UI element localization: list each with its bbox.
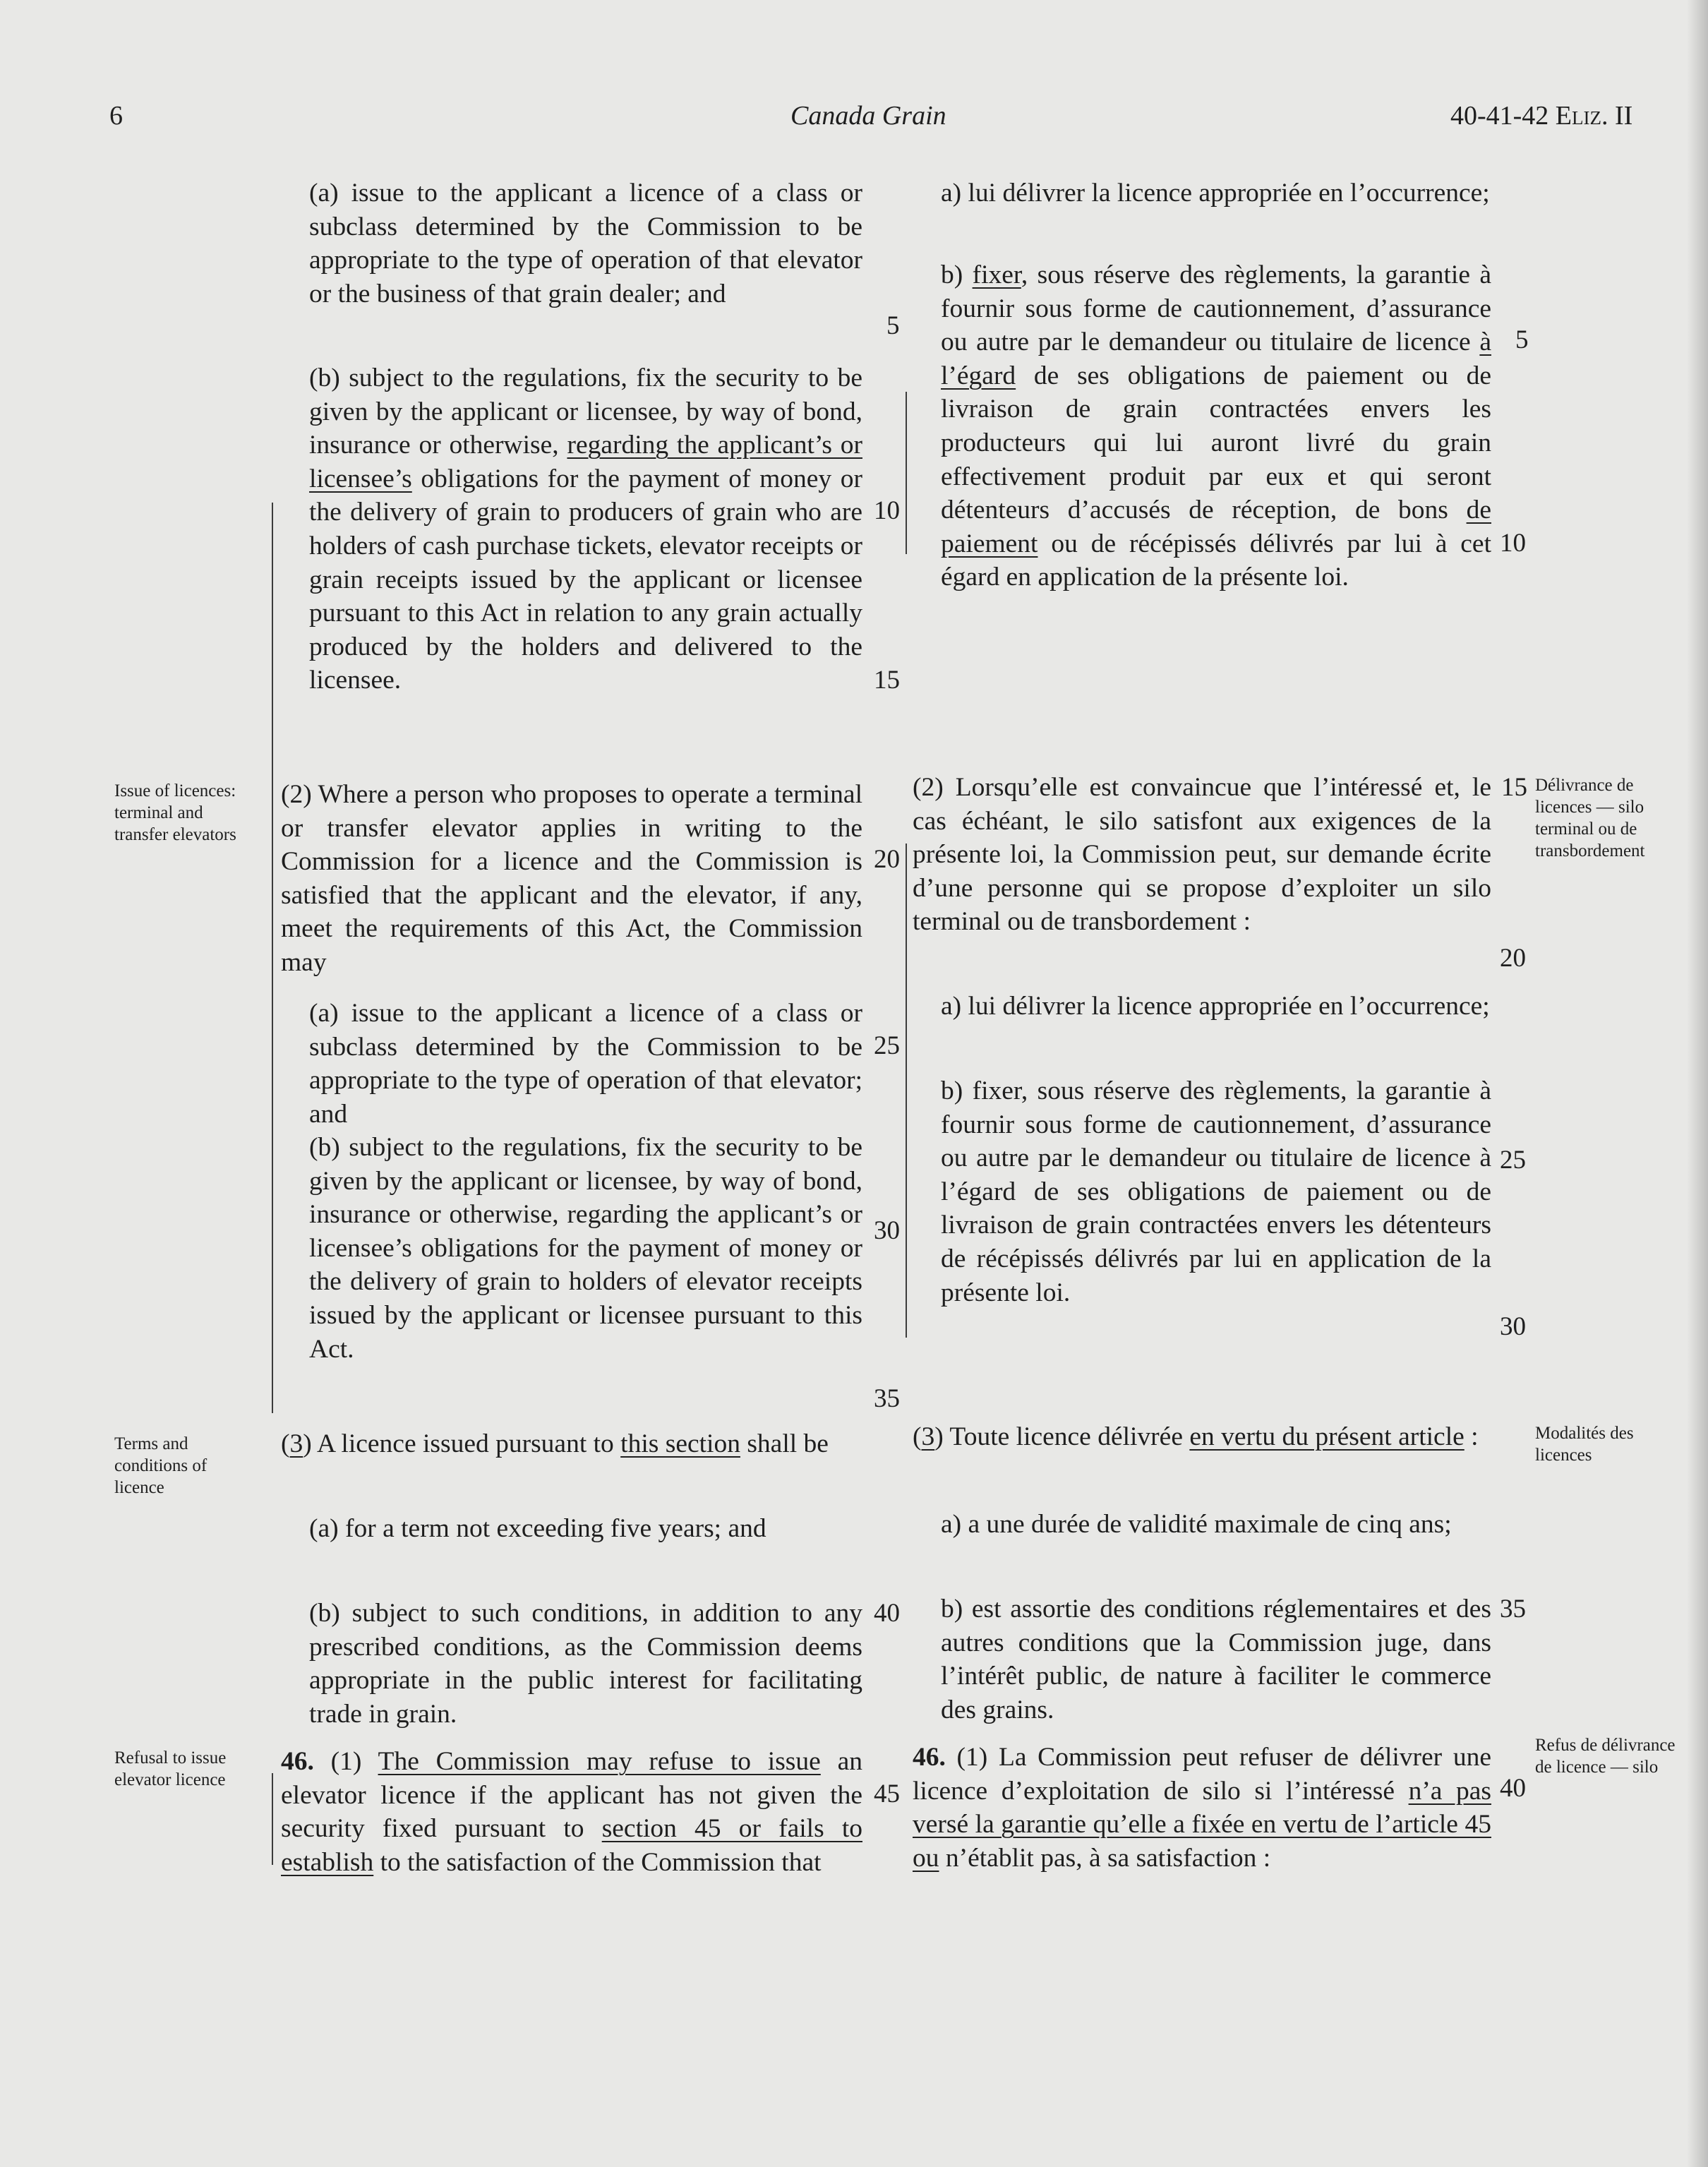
fr-text-46-amended: n’a pas versé la garantie qu’elle a fixée en vertu de l’article 45 ou (913, 1776, 1491, 1873)
fr-text-3-number: 3 (921, 1422, 935, 1451)
fr-text-2a: a) lui délivrer la licence appropriée en l’occurrence; (941, 992, 1490, 1021)
en-paragraph-3 (281, 1427, 862, 1461)
fr-line-number-10: 10 (1500, 529, 1526, 558)
en-section-46 (281, 1745, 862, 1879)
fr-paragraph-1a (941, 176, 1491, 210)
fr-text-3-mid: ) Toute licence délivrée (934, 1422, 1190, 1451)
margin-note-terms-and-conditions: Terms and conditions of licence (114, 1434, 208, 1497)
margin-note-refus-de-delivrance: Refus de délivrance de licence — silo (1535, 1736, 1676, 1777)
fr-paragraph-3 (913, 1420, 1491, 1454)
en-text-3-mid: ) A licence issued pursuant to (303, 1429, 621, 1458)
change-bar-french-2 (906, 844, 907, 1338)
en-line-number-30: 30 (874, 1216, 900, 1245)
en-text-3-end: shall be (740, 1429, 829, 1458)
fr-line-number-30: 30 (1500, 1312, 1526, 1341)
fr-text-3a: a) a une durée de validité maximale de cinq ans; (941, 1510, 1452, 1539)
en-text-1a: (a) issue to the applicant a licence of a class or subclass determined by the Commission to be appropriate to the type of operation of that elevator or the business of that grain dealer; and (309, 179, 862, 308)
fr-text-3-open: ( (913, 1422, 922, 1451)
fr-paragraph-3a (941, 1508, 1491, 1542)
en-paragraph-3a (309, 1512, 862, 1546)
fr-text-1b-mid: de ses obligations de paiement ou de livraison de grain contractées envers les producteurs qui lui auront livré du grain effectivement produit par eux et qui seront détenteurs d’accusés de réception, de bons (941, 361, 1491, 525)
fr-text-3-amended: en vertu du présent article (1189, 1422, 1465, 1451)
fr-section-46-number: 46. (913, 1743, 946, 1772)
en-text-3b: (b) subject to such conditions, in addition to any prescribed conditions, as the Commission deems appropriate in the public interest for facilitating trade in grain. (309, 1599, 862, 1729)
en-paragraph-2 (281, 778, 862, 980)
en-paragraph-1b (309, 361, 862, 697)
fr-paragraph-2b (941, 1074, 1491, 1309)
fr-text-1b-label: b) (941, 260, 973, 289)
page-edge-shadow (1687, 0, 1708, 2167)
en-text-3a: (a) for a term not exceeding five years; and (309, 1514, 766, 1543)
en-text-1b-end: obligations for the payment of money or the delivery of grain to producers of grain who are holders of cash purchase tickets, elevator receipts or grain receipts issued by the applicant or licensee pursuant to this Act in relation to any grain actually produced by the holders and delivered to the licensee. (309, 464, 862, 695)
en-line-number-40: 40 (874, 1599, 900, 1628)
en-text-1b-start: (b) subject to the regulations, fix the security to be given by the applicant or licensee, by way of bond, insurance or otherwise, (309, 364, 862, 460)
fr-text-1b-amended-1: fixer (972, 260, 1021, 289)
change-bar-french-1 (906, 392, 907, 554)
en-section-46-number: 46. (281, 1747, 314, 1776)
en-line-number-10: 10 (874, 496, 900, 525)
fr-paragraph-3b (941, 1592, 1491, 1727)
en-text-46-amended-2: section 45 or fails to establish (281, 1814, 862, 1877)
en-line-number-45: 45 (874, 1779, 900, 1808)
fr-text-1b-start: , sous réserve des règlements, la garantie à fournir sous forme de cautionnement, d’assurance ou autre par le demandeur ou titulaire de licence (941, 260, 1491, 357)
fr-text-3-end: : (1464, 1422, 1479, 1451)
en-paragraph-3b (309, 1597, 862, 1731)
en-paragraph-2b (309, 1131, 862, 1366)
en-text-46-amended-1: The Commission may refuse to issue (378, 1747, 821, 1776)
en-paragraph-1a (309, 176, 862, 311)
fr-line-number-35: 35 (1500, 1595, 1526, 1623)
en-text-2: (2) Where a person who proposes to operate a terminal or transfer elevator applies in writing to the Commission for a licence and the Commission is satisfied that the applicant and the elevator, if any, meet the requirements of this Act, the Commission may (281, 780, 862, 977)
running-title: Canada Grain (790, 101, 946, 131)
fr-line-number-15: 15 (1501, 773, 1527, 802)
fr-section-46 (913, 1741, 1491, 1875)
en-text-46-mid: an elevator licence if the applicant has not given the security fixed pursuant to (281, 1747, 862, 1844)
fr-text-2: (2) Lorsqu’elle est convaincue que l’intéressé et, le cas échéant, le silo satisfont aux exigences de la présente loi, la Commission peut, sur demande écrite d’une personne qui se propose d’exploiter un silo terminal ou de transbordement : (913, 773, 1491, 937)
fr-line-number-20: 20 (1500, 944, 1526, 973)
change-bar-english-1 (272, 503, 273, 1413)
fr-line-number-25: 25 (1500, 1146, 1526, 1175)
fr-text-1b-amended-2: à l’égard (941, 328, 1491, 390)
en-text-2a: (a) issue to the applicant a licence of a class or subclass determined by the Commission to be appropriate to the type of operation of that elevator; and (309, 999, 862, 1129)
en-text-2b: (b) subject to the regulations, fix the security to be given by the applicant or licensee, by way of bond, insurance or otherwise, regarding the applicant’s or licensee’s obligations for the payment of money or the delivery of grain to holders of elevator receipts issued by the applicant or licensee pursuant to this Act. (309, 1133, 862, 1364)
margin-note-issue-of-licences: Issue of licences: terminal and transfer elevators (114, 781, 236, 844)
fr-paragraph-2a (941, 990, 1491, 1024)
fr-paragraph-2 (913, 771, 1491, 939)
fr-line-number-5: 5 (1515, 325, 1529, 354)
en-text-1b-amended: regarding the applicant’s or licensee’s (309, 431, 862, 493)
en-paragraph-2a (309, 997, 862, 1131)
fr-text-2b: b) fixer, sous réserve des règlements, la garantie à fournir sous forme de cautionnement, d’assurance ou autre par le demandeur ou titulaire de licence à l’égard de ses obligations de paiement ou de livraison de grain contractées envers les détenteurs de récépissés délivrés par lui en application de la présente loi. (941, 1076, 1491, 1307)
fr-text-1b-end: ou de récépissés délivrés par lui à cet égard en application de la présente loi. (941, 529, 1491, 592)
change-bar-english-2 (272, 1773, 273, 1865)
margin-note-modalites-des-licences: Modalités des licences (1535, 1424, 1634, 1465)
fr-text-3b: b) est assortie des conditions réglementaires et des autres conditions que la Commission juge, dans l’intérêt public, de nature à faciliter le commerce des grains. (941, 1595, 1491, 1724)
en-text-3-open: ( (281, 1429, 290, 1458)
en-text-3-number: 3 (289, 1429, 303, 1458)
en-text-3-amended: this section (620, 1429, 740, 1458)
margin-note-delivrance-de-licences: Délivrance de licences — silo terminal ou de transbordement (1535, 776, 1645, 860)
en-text-46-end: to the satisfaction of the Commission that (373, 1847, 822, 1877)
fr-text-46-start: (1) La Commission peut refuser de délivrer une licence d’exploitation de silo si l’intéressé (913, 1743, 1491, 1806)
fr-text-1a: a) lui délivrer la licence appropriée en l’occurrence; (941, 179, 1490, 208)
fr-paragraph-1b (941, 258, 1491, 594)
margin-note-refusal-to-issue: Refusal to issue elevator licence (114, 1748, 227, 1789)
fr-text-1b-amended-3: de paiement (941, 496, 1491, 558)
fr-line-number-40: 40 (1500, 1774, 1526, 1803)
en-line-number-35: 35 (874, 1384, 900, 1413)
en-line-number-5: 5 (886, 311, 900, 340)
en-line-number-20: 20 (874, 845, 900, 874)
en-text-46-start: (1) (313, 1747, 378, 1776)
en-line-number-25: 25 (874, 1031, 900, 1060)
fr-text-46-end: n’établit pas, à sa satisfaction : (939, 1843, 1271, 1873)
en-line-number-15: 15 (874, 666, 900, 695)
session-label: 40-41-42 Eliz. II (1450, 101, 1633, 131)
page-number: 6 (109, 101, 123, 131)
